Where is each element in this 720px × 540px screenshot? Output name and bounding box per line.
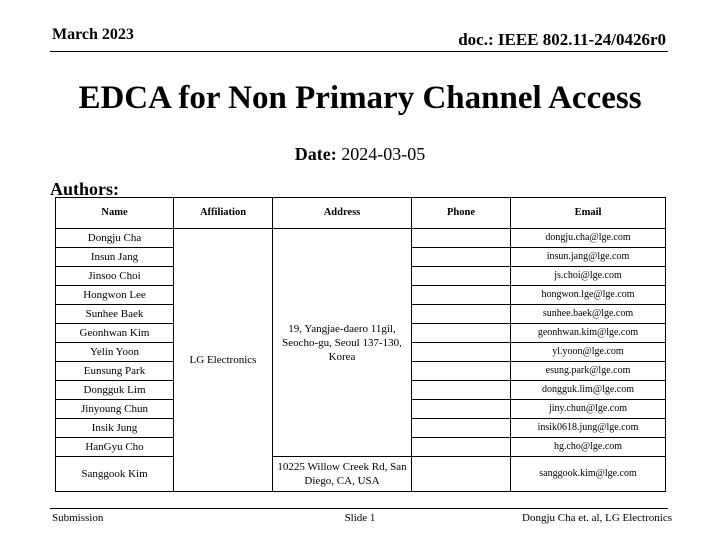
author-email: js.choi@lge.com [511,267,666,286]
author-name: Sanggook Kim [56,457,174,492]
author-phone [412,400,511,419]
table-row [56,457,666,492]
author-email: insik0618.jung@lge.com [511,419,666,438]
author-phone [412,438,511,457]
author-phone [412,362,511,381]
author-phone [412,248,511,267]
author-address-korea: 19, Yangjae-daero 11gil, Seocho-gu, Seoul 137-130, Korea [273,229,412,457]
author-email: dongguk.lim@lge.com [511,381,666,400]
footer-author-credit: Dongju Cha et. al, LG Electronics [522,512,672,524]
date-value: 2024-03-05 [341,144,426,164]
author-phone [412,457,511,492]
authors-heading: Authors: [50,179,120,199]
author-phone [412,419,511,438]
author-phone [412,324,511,343]
author-email: sunhee.baek@lge.com [511,305,666,324]
author-name: Geonhwan Kim [56,324,174,343]
date-line [0,144,720,165]
column-header-name: Name [56,198,174,229]
author-name: Sunhee Baek [56,305,174,324]
author-email: geonhwan.kim@lge.com [511,324,666,343]
author-email: sanggook.kim@lge.com [511,457,666,492]
column-header-phone: Phone [412,198,511,229]
author-phone [412,286,511,305]
author-email: hongwon.lge@lge.com [511,286,666,305]
footer-submission: Submission [52,512,104,524]
author-email: jiny.chun@lge.com [511,400,666,419]
author-email: insun.jang@lge.com [511,248,666,267]
author-phone [412,343,511,362]
author-name: Eunsung Park [56,362,174,381]
column-header-affiliation: Affiliation [174,198,273,229]
author-email: yl.yoon@lge.com [511,343,666,362]
author-name: Insik Jung [56,419,174,438]
author-address-usa: 10225 Willow Creek Rd, San Diego, CA, USA [273,457,412,492]
footer-divider [50,508,668,509]
author-affiliation: LG Electronics [174,229,273,492]
author-name: Dongju Cha [56,229,174,248]
author-email: dongju.cha@lge.com [511,229,666,248]
author-email: hg.cho@lge.com [511,438,666,457]
author-name: Yelin Yoon [56,343,174,362]
slide-title: EDCA for Non Primary Channel Access [78,80,642,116]
author-phone [412,267,511,286]
header-divider [50,51,668,52]
author-name: HanGyu Cho [56,438,174,457]
header-doc-id: doc.: IEEE 802.11-24/0426r0 [458,30,666,49]
author-name: Insun Jang [56,248,174,267]
author-name: Jinyoung Chun [56,400,174,419]
author-name: Dongguk Lim [56,381,174,400]
footer-slide-number: Slide 1 [344,512,376,524]
header-date: March 2023 [52,26,134,43]
author-phone [412,381,511,400]
column-header-email: Email [511,198,666,229]
author-name: Jinsoo Choi [56,267,174,286]
table-row [56,229,666,248]
table-header-row [56,198,666,229]
authors-table [55,197,666,492]
column-header-address: Address [273,198,412,229]
author-phone [412,305,511,324]
author-email: esung.park@lge.com [511,362,666,381]
author-name: Hongwon Lee [56,286,174,305]
author-phone [412,229,511,248]
date-label: Date: [294,144,337,164]
